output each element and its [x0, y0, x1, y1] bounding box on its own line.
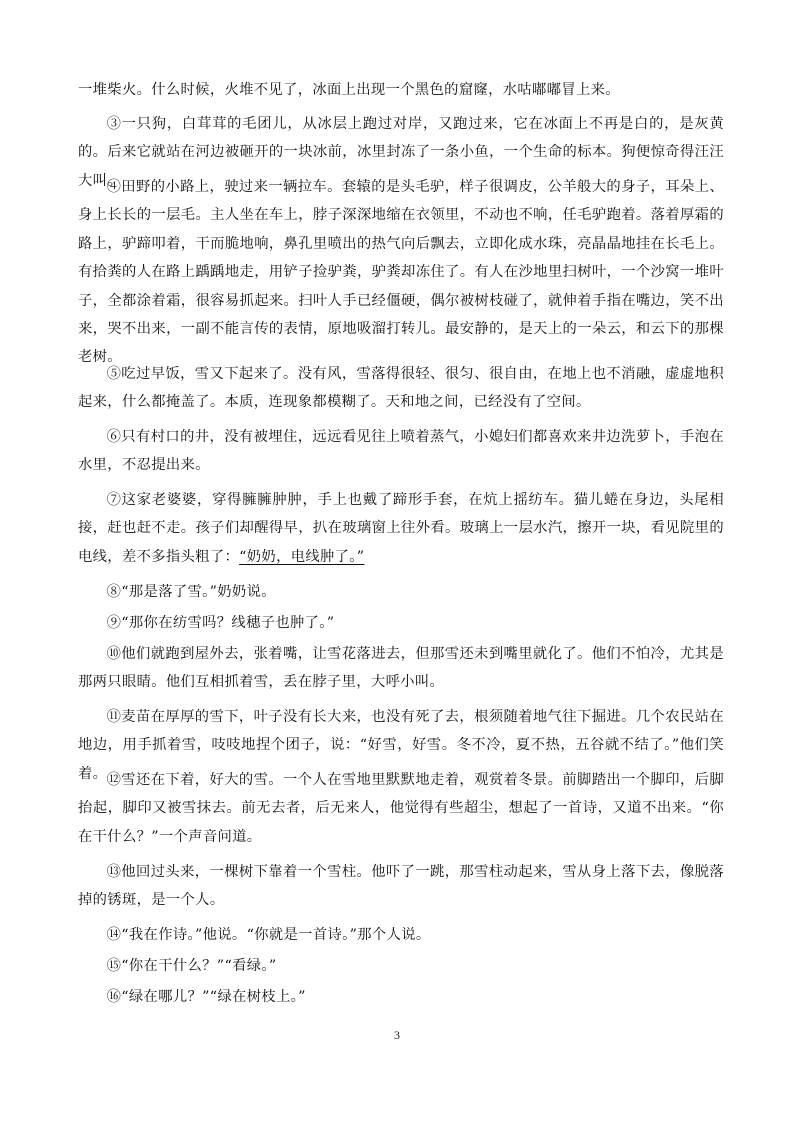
- paragraph-10: ⑩他们就跑到屋外去，张着嘴，让雪花落进去，但那雪还未到嘴里就化了。他们不怕冷，尤其是那两只眼睛。他们互相抓着雪，丢在脖子里，大呼小叫。: [78, 646, 724, 691]
- paragraph-8: ⑧“那是落了雪。”奶奶说。: [106, 584, 276, 600]
- paragraph-3: ③一只狗，白茸茸的毛团儿，从冰层上跑过对岸，又跑过来，它在冰面上不再是白的，是灰黄的。后来它就站在河边被砸开的一块冰前，冰里封冻了一条小鱼，一个生命的标本。狗便惊奇得汪汪大叫。: [78, 116, 724, 189]
- paragraph-16: ⑯“绿在哪儿？”“绿在树枝上。”: [106, 989, 306, 1005]
- paragraph-7-text: ⑦这家老婆婆，穿得臃臃肿肿，手上也戴了蹄形手套，在炕上摇纺车。猫儿蜷在身边，头尾相接，赶也赶不走。孩子们却醒得早，扒在玻璃窗上往外看。玻璃上一层水汽，擦开一块，看见院里的电线，差不多指头粗了：: [78, 492, 724, 565]
- paragraph-13: ⑬他回过头来，一棵树下靠着一个雪柱。他吓了一跳，那雪柱动起来，雪从身上落下去，像脱落掉的锈斑，是一个人。: [78, 864, 724, 909]
- paragraph-9: ⑨“那你在纺雪吗？线穗子也肿了。”: [106, 615, 335, 631]
- paragraph-11: ⑪麦苗在厚厚的雪下，叶子没有长大来，也没有死了去，根须随着地气往下掘进。几个农民站在地边，用手抓着雪，吱吱地捏个团子，说：“好雪，好雪。冬不冷，夏不热，五谷就不结了。”他们笑着。: [78, 709, 724, 782]
- paragraph-5: ⑤吃过早饭，雪又下起来了。没有风，雪落得很轻、很匀、很自由，在地上也不消融，虚虚地积起来，什么都掩盖了。本质，连现象都模糊了。天和地之间，已经没有了空间。: [78, 366, 724, 411]
- underlined-quote: “奶奶，电线肿了。”: [239, 548, 365, 565]
- paragraph-15: ⑮“你在干什么？”“看绿。”: [106, 958, 277, 974]
- page-number: 3: [394, 1028, 400, 1042]
- paragraph-2-end: 一堆柴火。什么时候，火堆不见了，冰面上出现一个黑色的窟窿，水咕嘟嘟冒上来。: [78, 82, 620, 98]
- paragraph-14: ⑭“我在作诗。”他说。“你就是一首诗。”那个人说。: [106, 927, 431, 943]
- paragraph-12: ⑫雪还在下着，好大的雪。一个人在雪地里默默地走着，观赏着冬景。前脚踏出一个脚印，后脚抬起，脚印又被雪抹去。前无去者，后无来人，他觉得有些超尘，想起了一首诗，又道不出来。“你在干什么？”一个声音问道。: [78, 772, 724, 845]
- paragraph-4: ④田野的小路上，驶过来一辆拉车。套辕的是头毛驴，样子很调皮，公羊般大的身子，耳朵上、身上长长的一层毛。主人坐在车上，脖子深深地缩在衣领里，不动也不响，任毛驴跑着。落着厚霜的路上，驴蹄叩着，干而脆地响，鼻孔里喷出的热气向后飘去，立即化成水珠，亮晶晶地挂在长毛上。有拾粪的人在路上踽踽地走，用铲子捡驴粪，驴粪却冻住了。有人在沙地里扫树叶，一个沙窝一堆叶子，全都涂着霜，很容易抓起来。扫叶人手已经僵硬，偶尔被树枝碰了，就伸着手指在嘴边，笑不出来，哭不出来，一副不能言传的表情，原地吸溜打转儿。最安静的，是天上的一朵云，和云下的那棵老树。: [78, 179, 724, 366]
- paragraph-7: [78, 486, 724, 571]
- paragraph-6: ⑥只有村口的井，没有被埋住，远远看见往上喷着蒸气，小媳妇们都喜欢来井边洗萝卜，手泡在水里，不忍提出来。: [78, 429, 724, 474]
